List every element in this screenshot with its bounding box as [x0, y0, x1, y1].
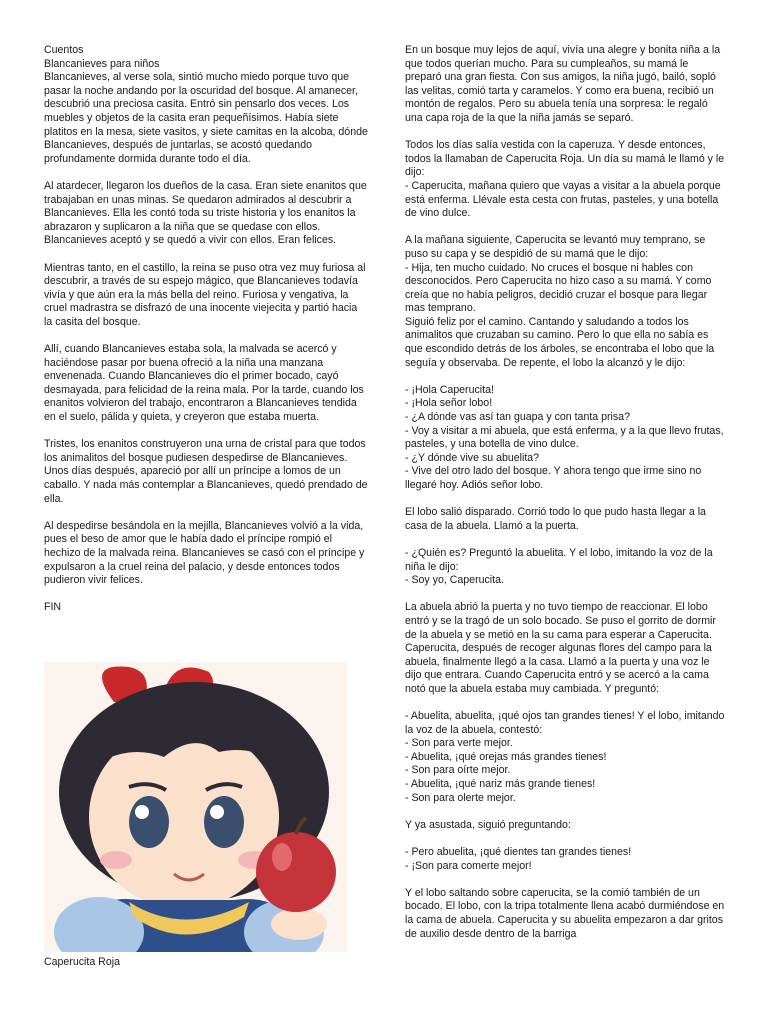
- paragraph: Allí, cuando Blancanieves estaba sola, la malvada se acercó y haciéndose pasar por buena ofreció a la niña una manzana envenenada. Cuando Blancanieves dio el primer bocado, cayó desmayada, para felicidad de la reina mala. Por la tarde, cuando los enanitos volvieron del trabajo, encontraron a Blancanieves tendida en el suelo, pálida y quieta, y creyeron que estaba muerta.: [44, 343, 364, 424]
- paragraph: Blancanieves, al verse sola, sintió mucho miedo porque tuvo que pasar la noche andando por la oscuridad del bosque. Al amanecer, descubrió una preciosa casita. Entró sin pensarlo dos veces. Los muebles y objetos de la casita eran pequeñísimos. Había siete platitos en la mesa, siete vasitos, y siete camitas en la alcoba, dónde Blancanieves, después de juntarlas, se acostó quedando profundamente dormida durante todo el día.: [44, 71, 368, 165]
- fin-label: FIN: [44, 601, 62, 614]
- paragraph: Todos los días salía vestida con la caperuza. Y desde entonces, todos la llamaban de Caperucita Roja. Un día su mamá le llamó y le dijo: - Caperucita, mañana quiero que vayas a visitar a la abuela porque está enferma. Llévale esta cesta con frutas, pasteles, y una botella de vino dulce.: [405, 139, 725, 220]
- paragraph: Al atardecer, llegaron los dueños de la casa. Eran siete enanitos que trabajaban en unas minas. Se quedaron admirados al descubrir a Blancanieves. Ella les contó toda su triste historia y los enanitos la abrazaron y suplicaron a la niña que se quedase con ellos. Blancanieves aceptó y se quedó a vivir con ellos. Eran felices.: [44, 179, 367, 247]
- paragraph: En un bosque muy lejos de aquí, vivía una alegre y bonita niña a la que todos querían mucho. Para su cumpleaños, su mamá le preparó una gran fiesta. Con sus amigos, la niña jugó, bailó, sopló las velitas, comió tarta y caramelos. Y como era buena, recibió un montón de regalos. Pero su abuela tenía una sorpresa: le regaló una capa roja de la que la niña jamás se separó.: [405, 44, 721, 124]
- paragraph: Tristes, los enanitos construyeron una urna de cristal para que todos los animalitos del bosque pudiesen despedirse de Blancanieves. Unos días después, apareció por allí un príncipe a lomos de un caballo. Y nada más contemplar a Blancanieves, quedó prendado de ella.: [44, 438, 368, 505]
- heading-cuentos: Cuentos: [44, 44, 84, 56]
- paragraph: El lobo salió disparado. Corrió todo lo que pudo hasta llegar a la casa de la abuela. Llamó a la puerta.: [405, 506, 706, 532]
- paragraph: A la mañana siguiente, Caperucita se levantó muy temprano, se puso su capa y se despidió de su mamá que le dijo: - Hija, ten mucho cuidado. No cruces el bosque ni hables con desconocidos. Pero Caperucita no hizo caso a su mamá. Y como creía que no había peligros, decidió cruzar el bosque para llegar mas temprano. Siguió feliz por el camino. Cantando y saludando a todos los animalitos que cruzaban su camino. Pero lo que ella no sabía es que escondido detrás de los árboles, se encontraba el lobo que la seguía y observaba. De repente, el lobo la alcanzó y le dijo:: [405, 234, 715, 369]
- paragraph: Y el lobo saltando sobre caperucita, se la comió también de un bocado. El lobo, con la tripa totalmente llena acabó durmiéndose en la cama de abuela. Caperucita y su abuelita empezaron a dar gritos de auxilio desde dentro de la barriga: [405, 886, 725, 940]
- paragraph: La abuela abrió la puerta y no tuvo tiempo de reaccionar. El lobo entró y se la tragó de un solo bocado. Se puso el gorrito de dormir de la abuela y se metió en la su cama para esperar a Caperucita. Caperucita, después de recoger algunas flores del campo para la abuela, finalmente llegó a la casa. Llamó a la puerta y una voz le dijo que entrara. Cuando Caperucita entró y se acercó a la cama notó que la abuela estaba muy cambiada. Y preguntó:: [405, 601, 716, 695]
- dialogue: - ¡Hola Caperucita! - ¡Hola señor lobo! - ¿A dónde vas así tan guapa y con tanta prisa? - Voy a visitar a mi abuela, que está enferma, y a la que llevo frutas, pasteles, y una botella de vino dulce. - ¿Y dónde vive su abuelita? - Vive del otro lado del bosque. Y ahora tengo que irme sino no llegaré hoy. Adiós señor lobo.: [405, 383, 724, 491]
- paragraph: Mientras tanto, en el castillo, la reina se puso otra vez muy furiosa al descubrir, a través de su espejo mágico, que Blancanieves todavía vivía y que aún era la más bella del reino. Furiosa y vengativa, la cruel madrastra se disfrazó de una inocente viejecita y partió hacia la casita del bosque.: [44, 261, 366, 328]
- dialogue: - Abuelita, abuelita, ¡qué ojos tan grandes tienes! Y el lobo, imitando la voz de la abuela, contestó: - Son para verte mejor. - Abuelita, ¡qué orejas más grandes tienes! - Son para oírte mejor. - Abuelita, ¡qué nariz más grande tienes! - Son para olerte mejor.: [405, 710, 725, 804]
- heading-blancanieves: Blancanieves para niños: [44, 57, 160, 70]
- snow-white-with-apple-icon: [44, 662, 347, 952]
- dialogue: - ¿Quién es? Preguntó la abuelita. Y el lobo, imitando la voz de la niña le dijo: - Soy yo, Caperucita.: [405, 546, 713, 587]
- right-column: [405, 44, 727, 941]
- snow-white-illustration: [44, 662, 347, 952]
- paragraph: Y ya asustada, siguió preguntando:: [405, 818, 571, 831]
- paragraph: Al despedirse besándola en la mejilla, Blancanieves volvió a la vida, pues el beso de amor que le había dado el príncipe rompió el hechizo de la malvada reina. Blancanieves se casó con el príncipe y expulsaron a la cruel reina del palacio, y desde entonces todos pudieron vivir felices.: [44, 519, 365, 587]
- image-caption: Caperucita Roja: [44, 956, 120, 968]
- left-column: [44, 44, 368, 629]
- dialogue: - Pero abuelita, ¡qué dientes tan grandes tienes! - ¡Son para comerte mejor!: [405, 846, 632, 872]
